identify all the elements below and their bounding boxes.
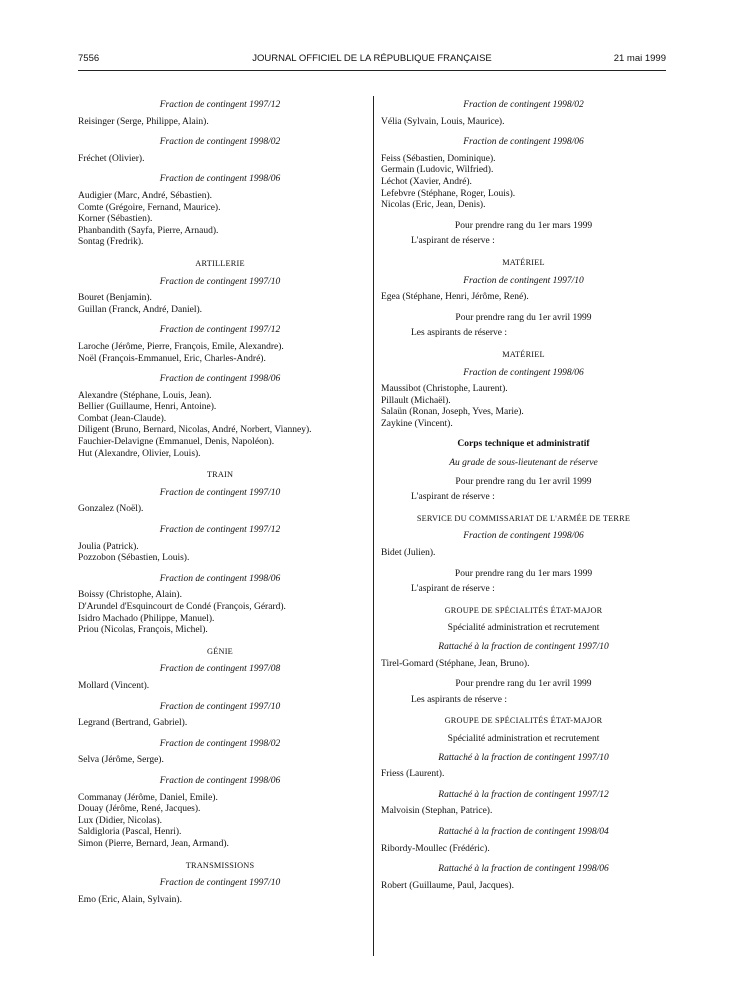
list-block [78,325,362,365]
name-entry: Vélia (Sylvain, Louis, Maurice). [381,116,505,127]
name-entry: Bellier (Guillaume, Henri, Antoine). [78,402,217,413]
name-entry: Phanbandith (Sayfa, Pierre, Arnaud). [78,225,219,236]
list-block [381,513,666,525]
list-block [78,174,362,249]
name-entry: Priou (Nicolas, François, Michel). [78,625,208,636]
list-block [381,257,666,269]
rank-date-line: Pour prendre rang du 1er avril 1999 [455,679,592,690]
subsection-heading: Fraction de contingent 1998/02 [463,100,584,110]
rank-date-line: Pour prendre rang du 1er avril 1999 [455,476,592,487]
name-entry: Saldigloria (Pascal, Henri). [78,827,182,838]
section-heading: TRAIN [206,470,234,480]
list-block [78,525,362,565]
list-block [381,221,666,248]
rank-date-line: Pour prendre rang du 1er avril 1999 [455,312,592,323]
rank-date-line: Pour prendre rang du 1er mars 1999 [454,568,593,579]
list-block [78,702,362,730]
subsection-heading: Rattaché à la fraction de contingent 1997/10 [438,642,609,652]
subsection-heading: Fraction de contingent 1997/10 [159,878,281,889]
list-block [78,646,362,658]
list-block [381,734,666,746]
list-block [381,100,666,128]
publication-date: 21 mai 1999 [613,53,666,64]
section-heading: ARTILLERIE [195,258,245,268]
subsection-heading: Fraction de contingent 1998/06 [159,775,281,786]
list-block [78,860,362,872]
subsection-heading: Fraction de contingent 1998/06 [463,137,584,148]
list-block [78,574,362,637]
list-block [381,477,666,504]
subsection-heading: Fraction de contingent 1998/06 [463,367,584,378]
list-block [78,258,362,270]
name-entry: Simon (Pierre, Bernard, Jean, Armand). [78,838,229,849]
name-entry: Hut (Alexandre, Olivier, Louis). [78,448,201,459]
subsection-heading: Fraction de contingent 1997/12 [159,325,281,336]
section-heading: GROUPE DE SPÉCIALITÉS ÉTAT-MAJOR [444,605,603,615]
journal-title: JOURNAL OFFICIEL DE LA RÉPUBLIQUE FRANÇAISE [252,53,492,64]
subsection-heading: Spécialité administration et recrutement [447,623,600,634]
name-entry: Joulia (Patrick). [78,541,139,552]
name-entry: Robert (Guillaume, Paul, Jacques). [381,880,514,891]
subsection-heading: Rattaché à la fraction de contingent 1998/04 [438,826,609,837]
name-entry: Reisinger (Serge, Philippe, Alain). [78,116,209,127]
name-entry: Pillault (Michaël). [381,395,451,406]
subsection-heading: Rattaché à la fraction de contingent 1997/10 [438,752,609,763]
name-entry: Emo (Eric, Alain, Sylvain). [78,894,182,905]
subsection-heading: Fraction de contingent 1998/02 [159,137,281,148]
name-entry: Laroche (Jérôme, Pierre, François, Emile, Alexandre). [78,341,284,352]
name-entry: Audigier (Marc, André, Sébastien). [78,190,213,201]
aspirant-line: L'aspirant de réserve : [411,492,495,503]
section-heading: GÉNIE [207,646,233,656]
name-entry: Guillan (Franck, André, Daniel). [78,304,202,315]
subsection-heading: Fraction de contingent 1998/06 [463,531,584,542]
name-entry: Nicolas (Eric, Jean, Denis). [381,200,486,211]
name-entry: Diligent (Bruno, Bernard, Nicolas, André, Norbert, Vianney). [78,425,312,436]
list-block [78,137,362,165]
name-entry: Egea (Stéphane, Henri, Jérôme, René). [381,292,529,303]
subsection-heading: Fraction de contingent 1998/06 [159,174,281,185]
list-block [78,100,362,128]
aspirant-line: L'aspirant de réserve : [411,236,495,247]
name-entry: Gonzalez (Noël). [78,504,144,515]
subsection-heading: Rattaché à la fraction de contingent 1998/06 [438,864,609,875]
right-column [381,100,666,901]
list-block [381,349,666,361]
list-block [78,374,362,460]
list-block [78,488,362,516]
section-heading: MATÉRIEL [502,257,545,267]
section-heading: GROUPE DE SPÉCIALITÉS ÉTAT-MAJOR [444,716,603,726]
name-entry: Ribordy-Moullec (Frédéric). [381,843,490,854]
list-block [78,664,362,692]
subsection-heading: Fraction de contingent 1998/06 [159,573,281,584]
name-entry: Lefebvre (Stéphane, Roger, Louis). [381,188,516,199]
name-entry: Douay (Jérôme, René, Jacques). [78,804,201,815]
aspirant-line: L'aspirant de réserve : [411,584,495,595]
list-block [381,715,666,727]
name-entry: Korner (Sébastien). [78,214,153,225]
name-entry: Commanay (Jérôme, Daniel, Emile). [78,792,218,803]
rank-date-line: Pour prendre rang du 1er mars 1999 [454,220,593,231]
name-entry: Mollard (Vincent). [78,680,150,691]
subsection-heading: Fraction de contingent 1998/06 [159,374,281,385]
subsection-heading: Fraction de contingent 1997/12 [159,525,281,536]
list-block [78,878,362,906]
name-entry: Noël (François-Emmanuel, Eric, Charles-André). [78,353,266,364]
name-entry: Boissy (Christophe, Alain). [78,590,182,601]
name-entry: Bidet (Julien). [381,548,436,559]
list-block [381,642,666,670]
name-entry: Comte (Grégoire, Fernand, Maurice). [78,202,221,213]
list-block [381,679,666,706]
name-entry: Sontag (Fredrik). [78,237,144,248]
subsection-heading: Spécialité administration et recrutement [447,733,600,744]
subsection-heading: Fraction de contingent 1997/12 [159,100,281,110]
name-entry: Legrand (Bertrand, Gabriel). [78,718,188,729]
list-block [381,605,666,617]
section-heading: Corps technique et administratif [457,439,590,450]
name-entry: Bouret (Benjamin). [78,293,152,304]
name-entry: Feiss (Sébastien, Dominique). [381,153,496,164]
name-entry: Malvoisin (Stephan, Patrice). [381,806,493,817]
name-entry: Pozzobon (Sébastien, Louis). [78,553,190,564]
list-block [381,276,666,304]
subsection-heading: Fraction de contingent 1997/10 [159,701,281,712]
subsection-heading: Fraction de contingent 1997/08 [159,664,281,675]
subsection-heading: Fraction de contingent 1997/10 [159,487,281,498]
list-block [78,739,362,767]
name-entry: Germain (Ludovic, Wilfried). [381,165,494,176]
subsection-heading: Fraction de contingent 1997/10 [159,276,281,287]
list-block [381,623,666,635]
name-entry: Combat (Jean-Claude). [78,413,167,424]
list-block [381,864,666,892]
subsection-heading: Rattaché à la fraction de contingent 1997/12 [438,789,609,800]
list-block [381,790,666,818]
aspirant-line: Les aspirants de réserve : [411,328,508,339]
name-entry: Salaün (Ronan, Joseph, Yves, Marie). [381,407,524,418]
name-entry: Isidro Machado (Philippe, Manuel). [78,613,215,624]
list-block [381,827,666,855]
left-column [78,100,362,915]
page-header [78,53,666,67]
section-heading: MATÉRIEL [502,349,545,359]
list-block [381,753,666,781]
list-block [381,137,666,212]
page-number: 7556 [78,53,100,64]
list-block [78,277,362,317]
list-block [381,313,666,340]
name-entry: Friess (Laurent). [381,769,445,780]
name-entry: Zaykine (Vincent). [381,418,453,429]
name-entry: Léchot (Xavier, André). [381,176,472,187]
list-block [381,439,666,451]
subsection-heading: Fraction de contingent 1998/02 [159,738,281,749]
aspirant-line: Les aspirants de réserve : [411,694,508,705]
list-block [78,469,362,481]
list-block [381,569,666,596]
name-entry: D'Arundel d'Esquincourt de Condé (François, Gérard). [78,602,286,612]
section-heading: SERVICE DU COMMISSARIAT DE L'ARMÉE DE TERRE [416,513,631,523]
list-block [381,531,666,559]
section-heading: TRANSMISSIONS [185,860,255,870]
name-entry: Tirel-Gomard (Stéphane, Jean, Bruno). [381,658,530,669]
column-divider [373,96,374,956]
subsection-heading: Fraction de contingent 1997/10 [463,275,584,286]
subsection-heading: Au grade de sous-lieutenant de réserve [449,458,598,469]
list-block [381,368,666,431]
name-entry: Selva (Jérôme, Serge). [78,755,164,766]
name-entry: Fréchet (Olivier). [78,153,145,164]
list-block [78,776,362,851]
list-block [381,458,666,470]
header-rule [78,70,666,71]
name-entry: Maussibot (Christophe, Laurent). [381,384,508,395]
name-entry: Lux (Didier, Nicolas). [78,815,163,826]
name-entry: Fauchier-Delavigne (Emmanuel, Denis, Napoléon). [78,437,275,448]
name-entry: Alexandre (Stéphane, Louis, Jean). [78,390,212,401]
